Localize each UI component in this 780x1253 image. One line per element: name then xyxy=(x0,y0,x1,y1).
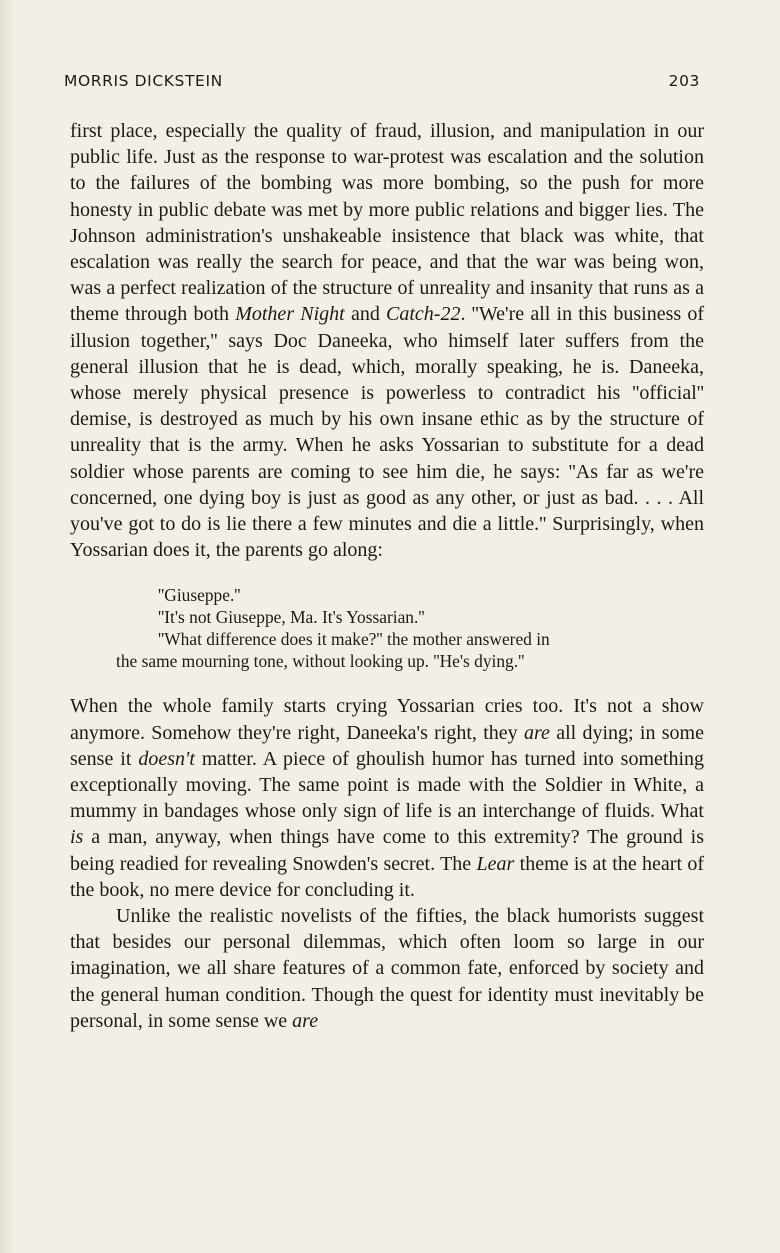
quote-line-3: ''What difference does it make?'' the mother answered in xyxy=(158,629,550,650)
italic-is: is xyxy=(70,826,84,849)
paragraph-2-text-c: matter. A piece of ghoulish humor has turned into something exceptionally moving. The same point is made with the Soldier in White, a mummy in bandages whose only sign of life is an interchange of fluids. What xyxy=(70,747,705,823)
page-edge-shadow xyxy=(0,0,14,1253)
italic-title-mother-night: Mother Night xyxy=(235,303,345,326)
paragraph-1 xyxy=(70,118,704,563)
quote-line-4: the same mourning tone, without looking up. ''He's dying.'' xyxy=(116,651,525,672)
paragraph-2-text-b: all dying; in some sense it xyxy=(70,721,704,770)
italic-doesnt: doesn't xyxy=(138,747,195,770)
block-quote xyxy=(70,584,704,672)
paragraph-1-text-c: . ''We're all in this business of illusion together,'' says Doc Daneeka, who himself later suffers from the general illusion that he is dead, which, morally speaking, he is. Daneeka, whose merely physical presence is powerless to contradict his ''official'' demise, is destroyed as much by his own insane ethic as by the structure of unreality that is the army. When he asks Yossarian to substitute for a dead soldier whose parents are coming to see him die, he says: ''As far as we're concerned, one dying boy is just as good as any other, or just as bad. . . . All you've got to do is lie there a few minutes and die a little.'' Surprisingly, when Yossarian does it, the parents go along: xyxy=(70,303,704,562)
quote-line-1: ''Giuseppe.'' xyxy=(158,585,241,606)
italic-title-lear: Lear xyxy=(476,852,515,875)
page-number: 203 xyxy=(668,72,700,90)
running-head: MORRIS DICKSTEIN xyxy=(64,72,223,90)
quote-line-2: ''It's not Giuseppe, Ma. It's Yossarian.'' xyxy=(158,607,425,628)
paragraph-3 xyxy=(70,903,704,1034)
paragraph-2-text-a: When the whole family starts crying Yossarian cries too. It's not a show anymore. Somehow they're right, Daneeka's right, they xyxy=(70,695,704,744)
paragraph-2 xyxy=(70,693,704,903)
page-header xyxy=(64,72,700,98)
italic-title-catch-22: Catch-22 xyxy=(386,303,461,326)
italic-are-final: are xyxy=(292,1009,319,1032)
body-text xyxy=(70,118,704,1034)
paragraph-3-text-a: Unlike the realistic novelists of the fifties, the black humorists suggest that besides our personal dilemmas, which often loom so large in our imagination, we all share features of a common fate, enforced by society and the general human condition. Though the quest for identity must inevitably be personal, in some sense we xyxy=(70,905,704,1032)
paragraph-1-text-a: first place, especially the quality of fraud, illusion, and manipulation in our public life. Just as the response to war-protest was escalation and the solution to the failures of the bombing was more bombing, so the push for more honesty in public debate was met by more public relations and bigger lies. The Johnson administration's unshakeable insistence that black was white, that escalation was really the search for peace, and that the war was being won, was a perfect realization of the structure of unreality and insanity that runs as a theme through both xyxy=(70,120,704,326)
paragraph-2-text-e: theme is at the heart of the book, no mere device for concluding it. xyxy=(70,852,704,901)
paragraph-1-text-b: and xyxy=(344,303,387,326)
italic-are: are xyxy=(523,721,550,744)
paragraph-2-text-d: a man, anyway, when things have come to this extremity? The ground is being readied for revealing Snowden's secret. The xyxy=(70,826,704,875)
